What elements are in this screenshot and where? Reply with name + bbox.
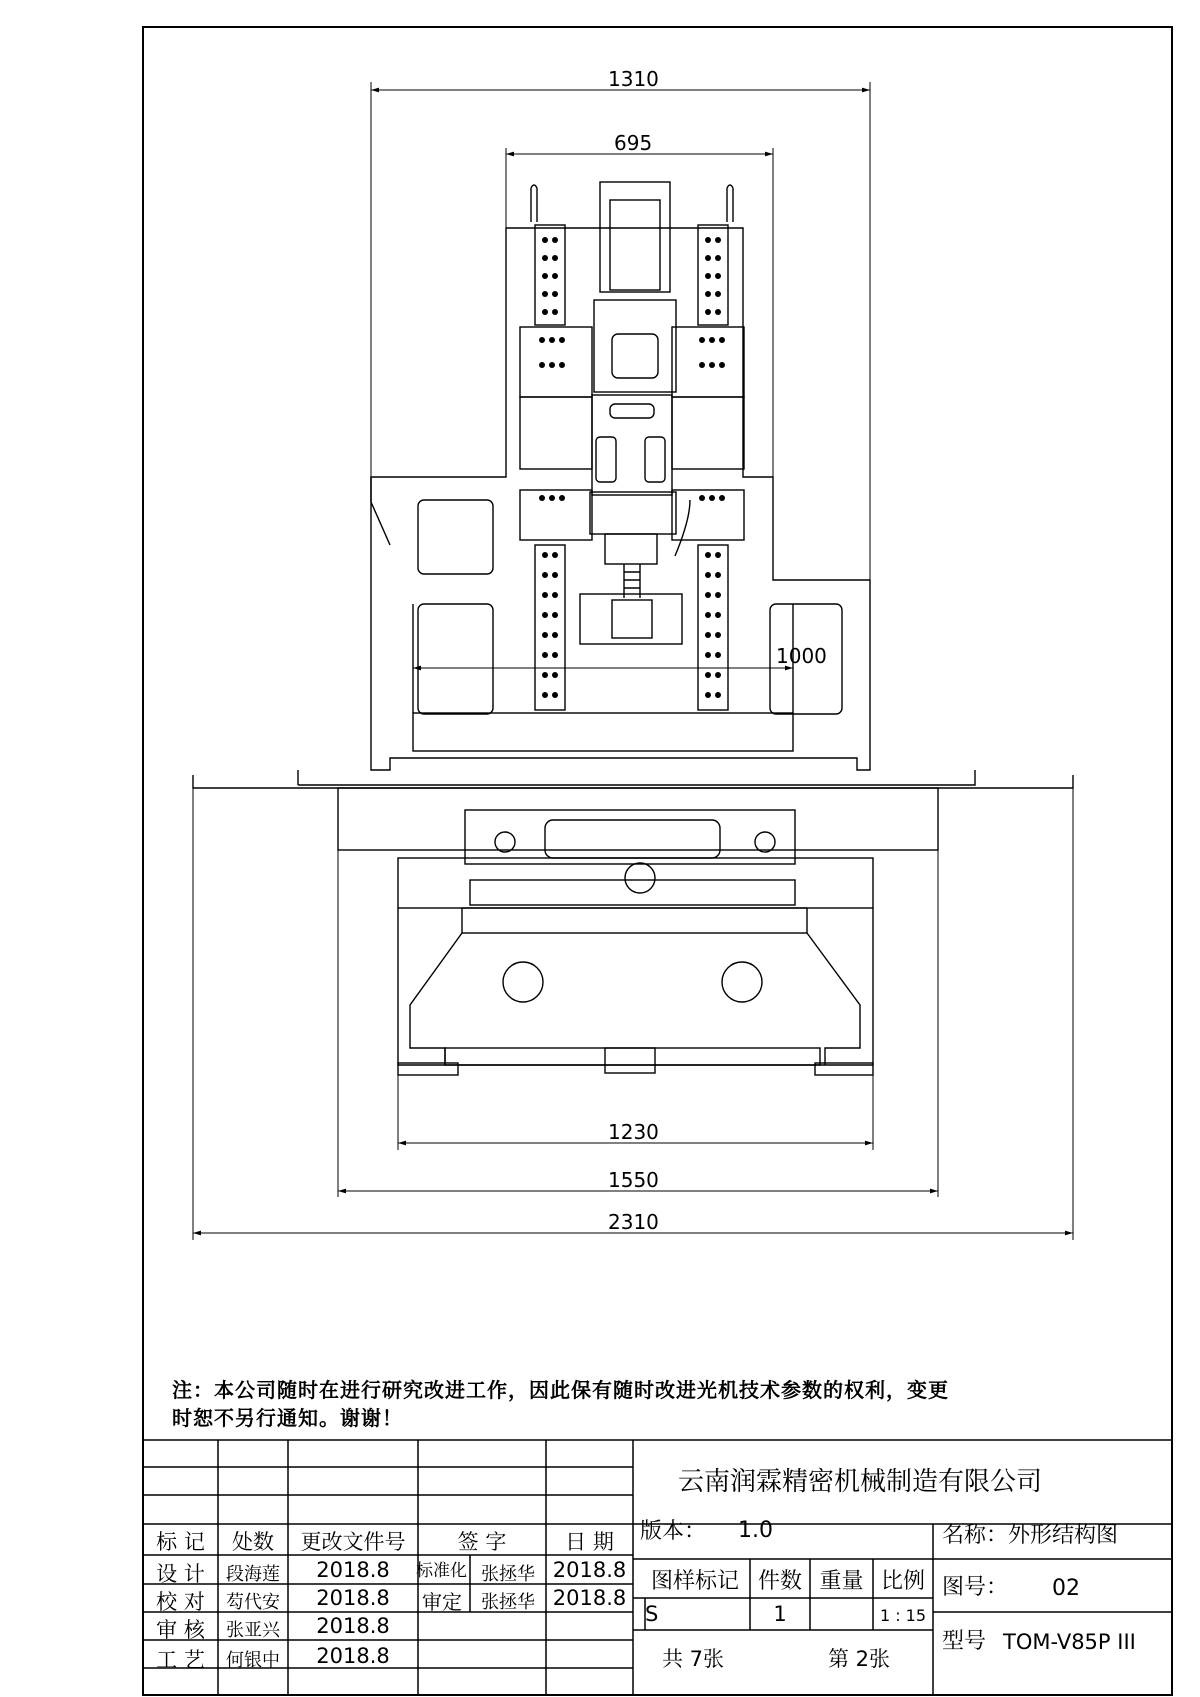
note-line-1: 注：本公司随时在进行研究改进工作，因此保有随时改进光机技术参数的权利，变更	[172, 1378, 949, 1402]
count-label: 件数	[757, 1569, 802, 1594]
review-name: 张亚兴	[226, 1620, 280, 1641]
dim-1550: 1550	[608, 1168, 659, 1192]
design-label: 设 计	[156, 1562, 205, 1586]
process-date: 2018.8	[316, 1644, 390, 1668]
machine-outline	[193, 182, 1073, 1075]
review-label: 审 核	[156, 1618, 205, 1642]
standard-label: 标准化	[416, 1561, 467, 1581]
frame-border	[143, 27, 1172, 1695]
approve-label: 审定	[422, 1590, 462, 1614]
dimension-lines	[193, 82, 1073, 1240]
drawing-no-label: 图号：	[942, 1575, 1009, 1600]
process-name: 何银中	[226, 1650, 280, 1671]
approve-date: 2018.8	[552, 1586, 627, 1610]
dim-695: 695	[614, 131, 653, 155]
hdr-zone: 处数	[232, 1530, 274, 1554]
hdr-mark: 标 记	[156, 1530, 205, 1554]
approve-name: 张拯华	[481, 1592, 535, 1613]
dim-1230: 1230	[608, 1120, 659, 1144]
sample-mark-label: 图样标记	[650, 1569, 739, 1594]
drawing-no-value: 02	[1052, 1576, 1080, 1601]
sheet-number: 第 2张	[828, 1647, 891, 1671]
check-date: 2018.8	[316, 1586, 390, 1610]
standard-name: 张拯华	[481, 1564, 535, 1585]
rail-bolts	[539, 237, 725, 698]
hdr-doc: 更改文件号	[300, 1530, 406, 1554]
weight-label: 重量	[819, 1569, 864, 1594]
dim-1310: 1310	[608, 67, 659, 91]
review-date: 2018.8	[316, 1614, 390, 1638]
check-name: 芶代安	[226, 1592, 280, 1613]
design-name: 段海莲	[226, 1564, 280, 1585]
hdr-date: 日 期	[565, 1530, 614, 1554]
process-label: 工 艺	[156, 1648, 205, 1672]
scale-value: 1 : 15	[879, 1606, 927, 1625]
note-line-2: 时恕不另行通知。谢谢！	[172, 1406, 403, 1430]
name-label: 名称：外形结构图	[942, 1523, 1119, 1548]
revision-note	[172, 1376, 1172, 1432]
version-value: 1.0	[738, 1518, 773, 1543]
hdr-sign: 签 字	[457, 1530, 507, 1554]
total-sheets: 共 7张	[662, 1647, 725, 1671]
standard-date: 2018.8	[552, 1558, 627, 1582]
model-value: TOM-V85P III	[1003, 1630, 1136, 1654]
dim-2310: 2310	[608, 1210, 659, 1234]
dim-1000: 1000	[776, 644, 827, 668]
design-date: 2018.8	[316, 1558, 390, 1582]
count-value: 1	[773, 1602, 787, 1626]
version-label: 版本：	[640, 1519, 707, 1544]
check-label: 校 对	[156, 1590, 205, 1614]
model-label: 型号	[942, 1629, 987, 1654]
scale-label: 比例	[880, 1569, 925, 1594]
sample-mark-value: S	[645, 1602, 659, 1626]
company-name: 云南润霖精密机械制造有限公司	[678, 1467, 1043, 1497]
